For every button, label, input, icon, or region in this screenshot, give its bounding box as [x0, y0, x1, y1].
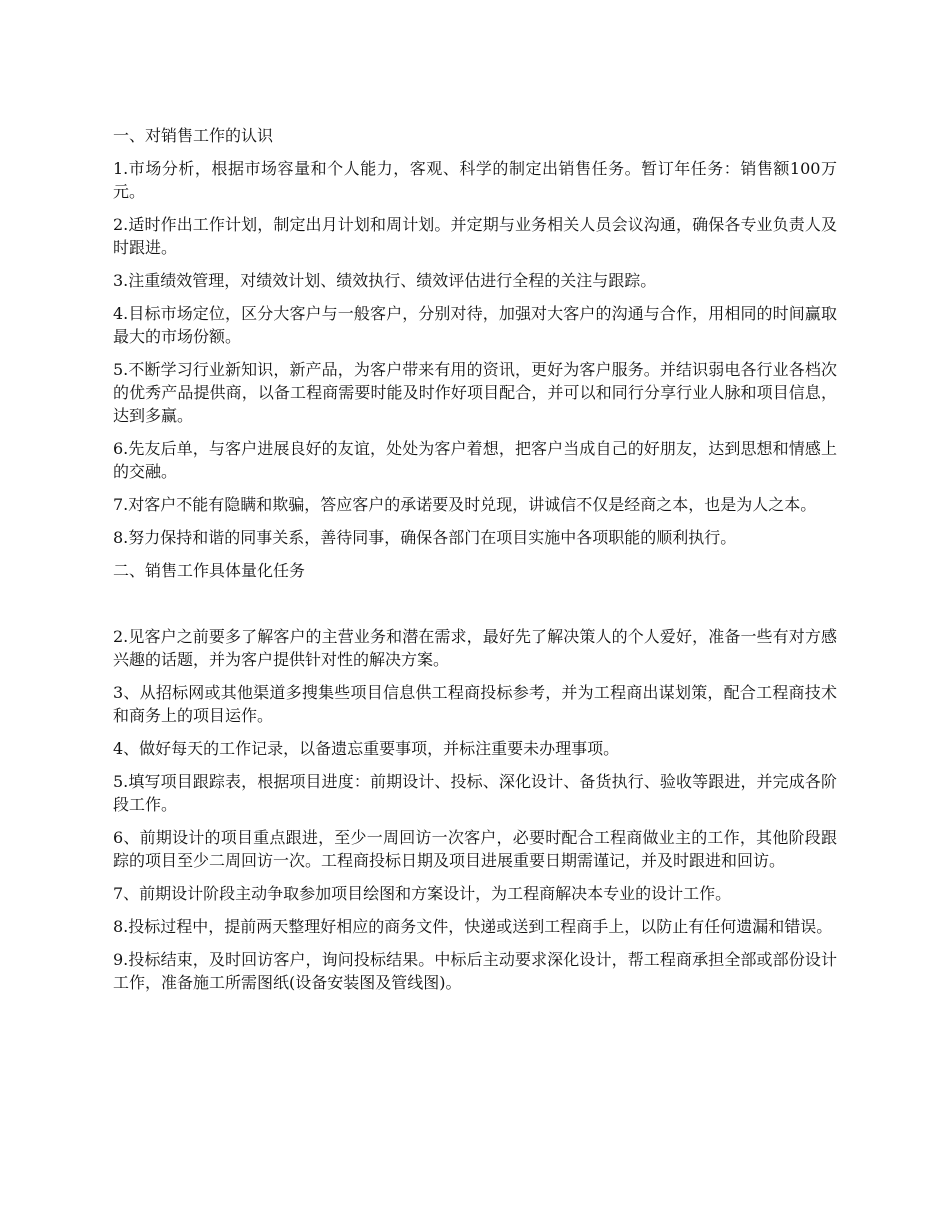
- paragraph-1-8: 8.努力保持和谐的同事关系，善待同事，确保各部门在项目实施中各项职能的顺利执行。: [113, 528, 737, 547]
- paragraph-1-3: 3.注重绩效管理，对绩效计划、绩效执行、绩效评估进行全程的关注与跟踪。: [113, 271, 657, 290]
- paragraph-2-3: 3、从招标网或其他渠道多搜集些项目信息供工程商投标参考，并为工程商出谋划策，配合工程商技术和商务上的项目运作。: [113, 683, 837, 725]
- paragraph-1-6: 6.先友后单，与客户进展良好的友谊，处处为客户着想，把客户当成自己的好朋友，达到思想和情感上的交融。: [113, 439, 837, 481]
- document-page: [113, 124, 837, 1004]
- paragraph-2-4: 4、做好每天的工作记录，以备遗忘重要事项，并标注重要未办理事项。: [113, 739, 620, 758]
- paragraph-1-1: 1.市场分析，根据市场容量和个人能力，客观、科学的制定出销售任务。暂订年任务：销售额100万元。: [113, 159, 837, 201]
- section-heading-2: 二、销售工作具体量化任务: [113, 561, 306, 580]
- blank-gap: [113, 592, 837, 625]
- paragraph-2-7: 7、前期设计阶段主动争取参加项目绘图和方案设计，为工程商解决本专业的设计工作。: [113, 884, 732, 903]
- paragraph-2-5: 5.填写项目跟踪表，根据项目进度：前期设计、投标、深化设计、备货执行、验收等跟进，并完成各阶段工作。: [113, 772, 837, 814]
- paragraph-1-2: 2.适时作出工作计划，制定出月计划和周计划。并定期与业务相关人员会议沟通，确保各专业负责人及时跟进。: [113, 215, 837, 257]
- paragraph-2-8: 8.投标过程中，提前两天整理好相应的商务文件，快递或送到工程商手上，以防止有任何遗漏和错误。: [113, 917, 833, 936]
- section-heading-1: 一、对销售工作的认识: [113, 126, 274, 145]
- paragraph-1-7: 7.对客户不能有隐瞒和欺骗，答应客户的承诺要及时兑现，讲诚信不仅是经商之本，也是为人之本。: [113, 495, 817, 514]
- paragraph-1-4: 4.目标市场定位，区分大客户与一般客户，分别对待，加强对大客户的沟通与合作，用相同的时间赢取最大的市场份额。: [113, 304, 837, 346]
- paragraph-2-6: 6、前期设计的项目重点跟进，至少一周回访一次客户，必要时配合工程商做业主的工作，其他阶段跟踪的项目至少二周回访一次。工程商投标日期及项目进展重要日期需谨记，并及时跟进和回访。: [113, 828, 837, 870]
- paragraph-2-9: 9.投标结束，及时回访客户，询问投标结果。中标后主动要求深化设计，帮工程商承担全部或部份设计工作，准备施工所需图纸(设备安装图及管线图)。: [113, 950, 837, 992]
- paragraph-1-5: 5.不断学习行业新知识，新产品，为客户带来有用的资讯，更好为客户服务。并结识弱电各行业各档次的优秀产品提供商，以备工程商需要时能及时作好项目配合，并可以和同行分享行业人脉和项目信息，达到多赢。: [113, 360, 837, 425]
- paragraph-2-2: 2.见客户之前要多了解客户的主营业务和潜在需求，最好先了解决策人的个人爱好，准备一些有对方感兴趣的话题，并为客户提供针对性的解决方案。: [113, 627, 837, 669]
